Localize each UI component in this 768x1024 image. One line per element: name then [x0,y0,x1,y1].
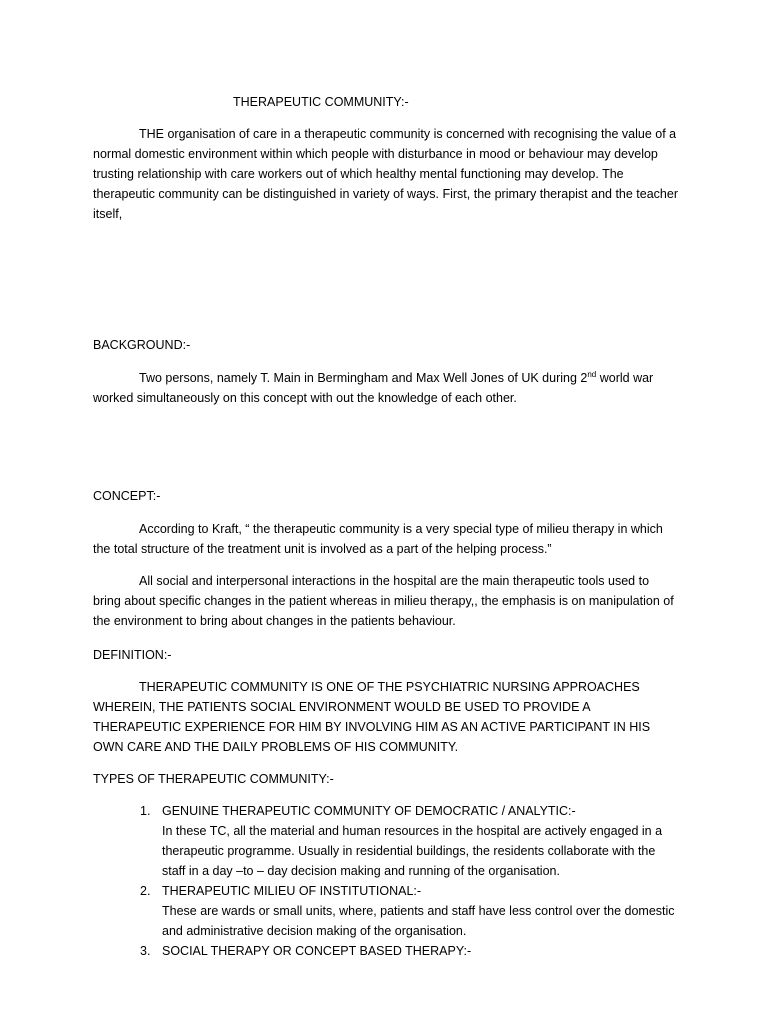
types-heading: TYPES OF THERAPEUTIC COMMUNITY:- [93,772,334,786]
list-item-text: These are wards or small units, where, patients and staff have less control over the domestic and administrative decision making of the organisation. [162,904,675,938]
concept-paragraph-2: All social and interpersonal interactions in the hospital are the main therapeutic tools used to bring about specific changes in the patient whereas in milieu therapy,, the emphasis is on manipulation of the environment to bring about changes in the patients behaviour. [93,574,674,628]
definition-paragraph: THERAPEUTIC COMMUNITY IS ONE OF THE PSYCHIATRIC NURSING APPROACHES WHEREIN, THE PATIENTS SOCIAL ENVIRONMENT WOULD BE USED TO PROVIDE A THERAPEUTIC EXPERIENCE FOR HIM BY INVOLVING HIM AS AN ACTIVE PARTICIPANT IN HIS OWN CARE AND THE DAILY PROBLEMS OF HIS COMMUNITY. [93,680,651,754]
list-item-number: 2. [140,884,151,898]
types-list [140,801,680,961]
concept-heading: CONCEPT:- [93,489,161,503]
list-item [140,881,680,941]
document-title: THERAPEUTIC COMMUNITY:- [233,95,409,109]
list-item-text: In these TC, all the material and human resources in the hospital are actively engaged in a therapeutic programme. Usually in residential buildings, the residents collaborate with the staff in a day –to – day decision making and running of the organisation. [162,824,663,878]
background-heading: BACKGROUND:- [93,338,191,352]
list-item-title: THERAPEUTIC MILIEU OF INSTITUTIONAL:- [162,884,422,898]
list-item [140,941,680,961]
ordinal-superscript: nd [587,370,597,379]
list-item-number: 3. [140,944,151,958]
list-item-title: GENUINE THERAPEUTIC COMMUNITY OF DEMOCRATIC / ANALYTIC:- [162,804,576,818]
list-item-number: 1. [140,804,151,818]
concept-paragraph-1: According to Kraft, “ the therapeutic community is a very special type of milieu therapy in which the total structure of the treatment unit is involved as a part of the helping process.” [93,522,663,556]
intro-paragraph: THE organisation of care in a therapeutic community is concerned with recognising the value of a normal domestic environment within which people with disturbance in mood or behaviour may develop trusting relationship with care workers out of which healthy mental functioning may develop. The therapeutic community can be distinguished in variety of ways. First, the primary therapist and the teacher itself, [93,127,679,221]
list-item [140,801,680,881]
background-text-part2: world war worked simultaneously on this concept with out the knowledge of each other. [93,371,654,405]
definition-heading: DEFINITION:- [93,648,172,662]
list-item-title: SOCIAL THERAPY OR CONCEPT BASED THERAPY:- [162,944,472,958]
background-paragraph [93,368,678,408]
background-text-part1: Two persons, namely T. Main in Bermingham and Max Well Jones of UK during 2 [139,371,588,385]
